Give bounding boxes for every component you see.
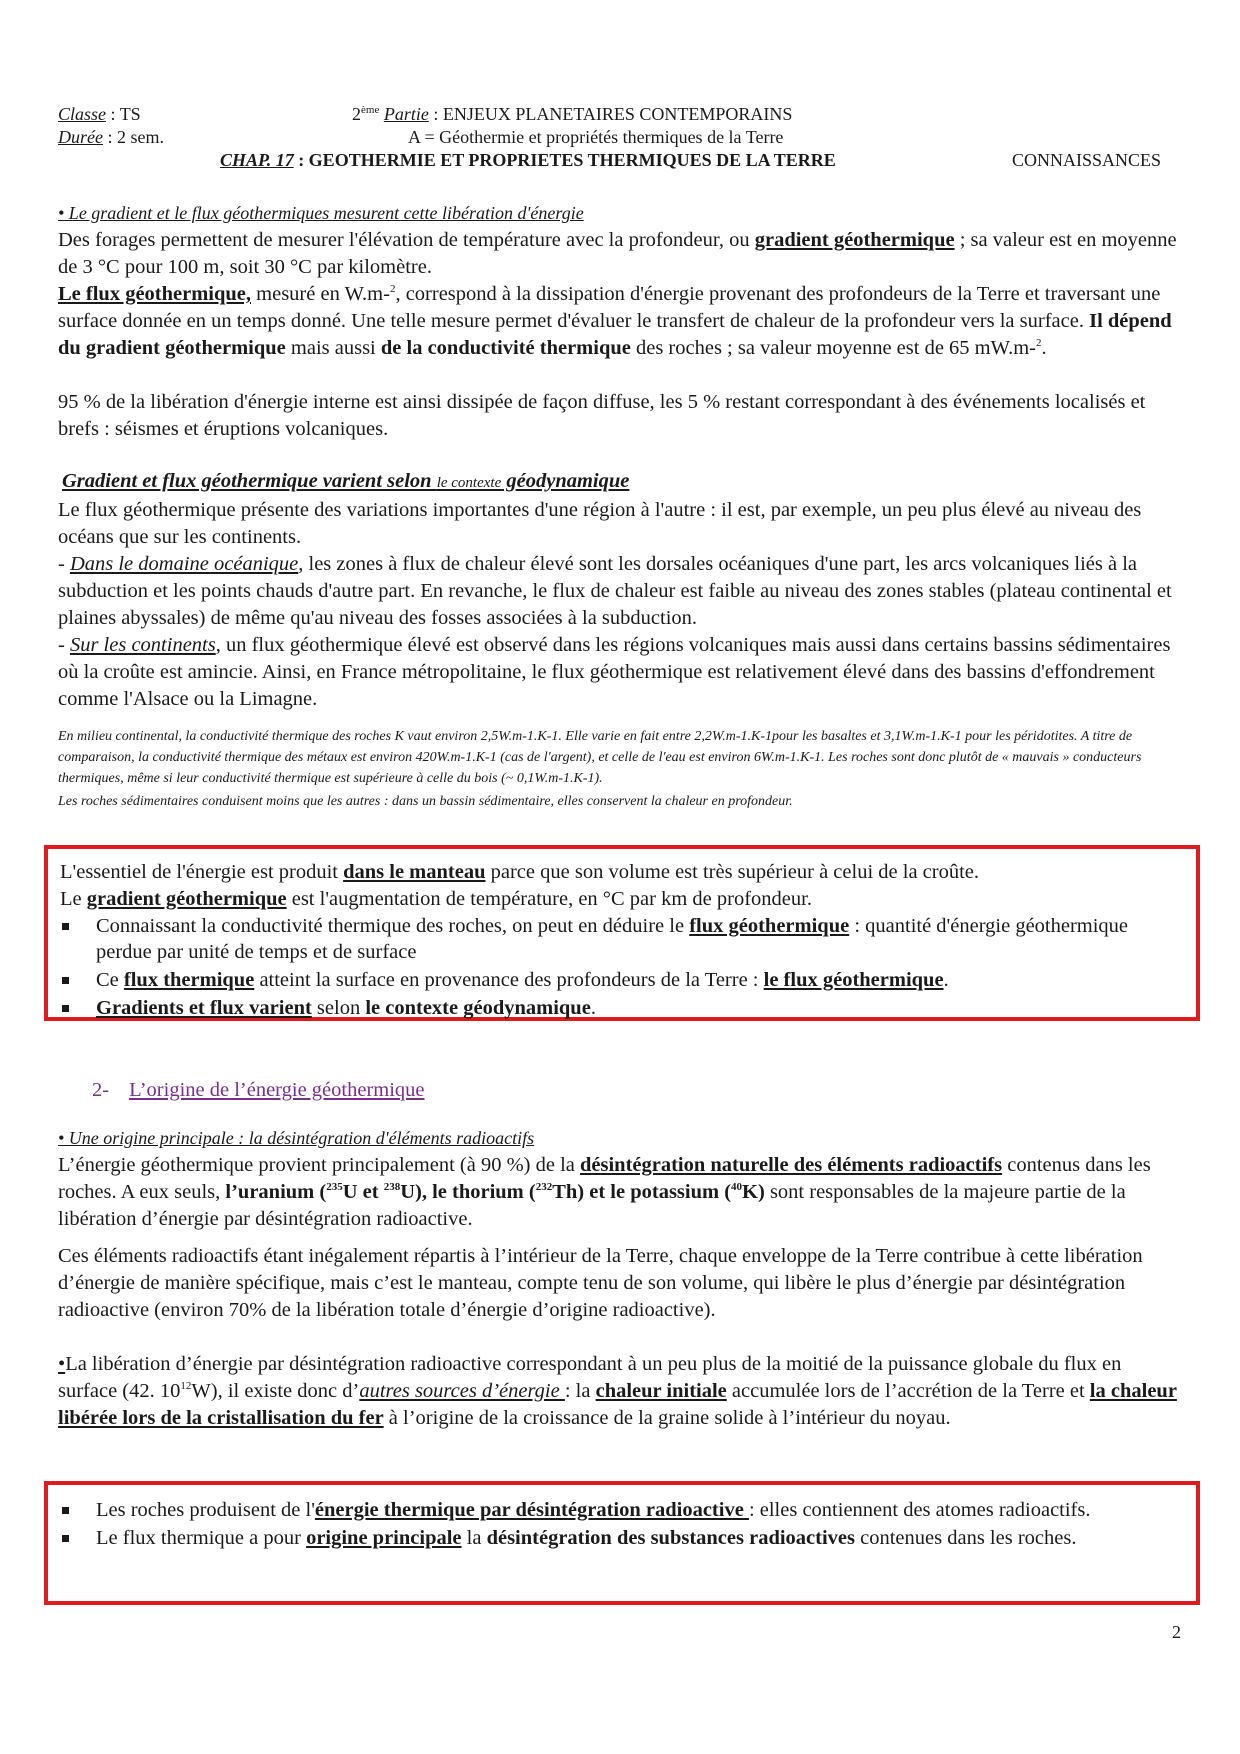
header-duree: Durée : 2 sem. xyxy=(58,127,164,147)
summary-box-1 xyxy=(44,845,1200,1021)
section3-paragraph-3: •La libération d’énergie par désintégration radioactive correspondant à un peu plus de la moitié de la puissance globale du flux en surface (42. $10^{12}W$), il existe donc d’autres sources d’énergie : la chaleur initiale accumulée lors de l’accrétion de la Terre et la chaleur libérée lors de la cristallisation du fer à l’origine de la croissance de la graine solide à l’intérieur du noyau. xyxy=(58,1353,1177,1429)
square-bullet-icon xyxy=(62,977,69,984)
box2-bullets xyxy=(60,1497,1180,1551)
square-bullet-icon xyxy=(62,1535,69,1542)
section1-paragraph-1: Des forages permettent de mesurer l'élévation de température avec la profondeur, ou gradient géothermique ; sa valeur est en moyenne de 3 °C pour 100 m, soit 30 °C par kilomètre. xyxy=(58,229,1177,278)
box1-line-2: Le gradient géothermique est l'augmentation de température, en °C par km de profondeur. xyxy=(60,888,812,910)
section2-paragraph-continents: - Sur les continents, un flux géothermique élevé est observé dans les régions volcaniques mais aussi dans certains bassins sédimentaires où la croûte est amincie. Ainsi, en France métropolitaine, le flux géothermique est relativement élevé dans des bassins d'effondrement comme l'Alsace ou la Limagne. xyxy=(58,634,1171,710)
box1-bullet-3: Gradients et flux varient selon le contexte géodynamique. xyxy=(60,995,1180,1021)
box1-bullets xyxy=(60,913,1180,1021)
header-classe: Classe : TS xyxy=(58,104,141,124)
section1-paragraph-3: 95 % de la libération d'énergie interne est ainsi dissipée de façon diffuse, les 5 % restant correspondant à des événements localisés et brefs : séismes et éruptions volcaniques. xyxy=(58,391,1146,440)
section3-paragraph-1: L’énergie géothermique provient principalement (à 90 %) de la désintégration naturelle des éléments radioactifs contenus dans les roches. A eux seuls, l’uranium ($^{235}$U et $^{238}$U), le thorium ($^{232}$Th) et le potassium ($^{40}$K) sont responsables de la majeure partie de la libération d’énergie par désintégration radioactive. xyxy=(58,1154,1151,1230)
section1-title: • Le gradient et le flux géothermiques mesurent cette libération d'énergie xyxy=(58,203,584,223)
section3-paragraph-2: Ces éléments radioactifs étant inégalement répartis à l’intérieur de la Terre, chaque enveloppe de la Terre contribue à cette libération d’énergie de manière spécifique, mais c’est le manteau, compte tenu de son volume, qui libère le plus d’énergie par désintégration radioactive (environ 70% de la libération totale d’énergie d’origine radioactive). xyxy=(58,1245,1143,1321)
sedimentary-note: Les roches sédimentaires conduisent moins que les autres : dans un bassin sédimentaire, elles conservent la chaleur en profondeur. xyxy=(58,794,793,809)
section2-paragraph-1: Le flux géothermique présente des variations importantes d'une région à l'autre : il est, par exemple, un peu plus élevé au niveau des océans que sur les continents. xyxy=(58,499,1142,548)
header-partie: 2ème Partie : ENJEUX PLANETAIRES CONTEMPORAINS xyxy=(352,104,793,124)
box1-bullet-2: Ce flux thermique atteint la surface en provenance des profondeurs de la Terre : le flux géothermique. xyxy=(60,967,1180,993)
summary-box-2 xyxy=(44,1481,1200,1605)
box2-bullet-1: Les roches produisent de l'énergie thermique par désintégration radioactive : elles contiennent des atomes radioactifs. xyxy=(60,1497,1180,1523)
section3-heading: 2- L’origine de l’énergie géothermique xyxy=(92,1079,425,1101)
section2-paragraph-oceanic: - Dans le domaine océanique, les zones à flux de chaleur élevé sont les dorsales océaniques d'une part, les arcs volcaniques liés à la subduction et les points chauds d'autre part. En revanche, le flux de chaleur est faible au niveau des zones stables (plateau continental et plaines abyssales) de même qu'au niveau des fosses associées à la subduction. xyxy=(58,553,1172,629)
square-bullet-icon xyxy=(62,1507,69,1514)
conductivity-note: En milieu continental, la conductivité thermique des roches K vaut environ 2,5W.m-1.K-1. Elle varie en fait entre 2,2W.m-1.K-1pour les basaltes et 3,1W.m-1.K-1 pour les péridotites. A titre de comparaison, la conductivité thermique des métaux est environ 420W.m-1.K-1 (cas de l'argent), et celle de l'eau est environ 6W.m-1.K-1. Les roches sont donc plutôt de « mauvais » conducteurs thermiques, même si leur conductivité thermique est supérieure à celle du bois (~ 0,1W.m-1.K-1). xyxy=(58,729,1142,786)
section2-title: Gradient et flux géothermique varient selon le contexte géodynamique xyxy=(62,470,630,492)
box1-line-1: L'essentiel de l'énergie est produit dans le manteau parce que son volume est très supérieur à celui de la croûte. xyxy=(60,861,980,883)
box1-bullet-1: Connaissant la conductivité thermique des roches, on peut en déduire le flux géothermique : quantité d'énergie géothermique perdue par unité de temps et de surface xyxy=(60,913,1180,965)
section3-subtitle: • Une origine principale : la désintégration d'éléments radioactifs xyxy=(58,1128,535,1148)
box2-bullet-2: Le flux thermique a pour origine principale la désintégration des substances radioactives contenues dans les roches. xyxy=(60,1525,1180,1551)
page-number: 2 xyxy=(1172,1622,1181,1642)
chapter-title: CHAP. 17 : GEOTHERMIE ET PROPRIETES THERMIQUES DE LA TERRE xyxy=(220,150,836,170)
header-subline: A = Géothermie et propriétés thermiques de la Terre xyxy=(408,127,784,147)
connaissances-label: CONNAISSANCES xyxy=(1012,150,1162,170)
section1-paragraph-2: Le flux géothermique, mesuré en W.m-$^2$, correspond à la dissipation d'énergie provenant des profondeurs de la Terre et traversant une surface donnée en un temps donné. Une telle mesure permet d'évaluer le transfert de chaleur de la profondeur vers la surface. Il dépend du gradient géothermique mais aussi de la conductivité thermique des roches ; sa valeur moyenne est de 65 mW.m-$^2$. xyxy=(58,283,1172,359)
square-bullet-icon xyxy=(62,1005,69,1012)
square-bullet-icon xyxy=(62,923,69,930)
